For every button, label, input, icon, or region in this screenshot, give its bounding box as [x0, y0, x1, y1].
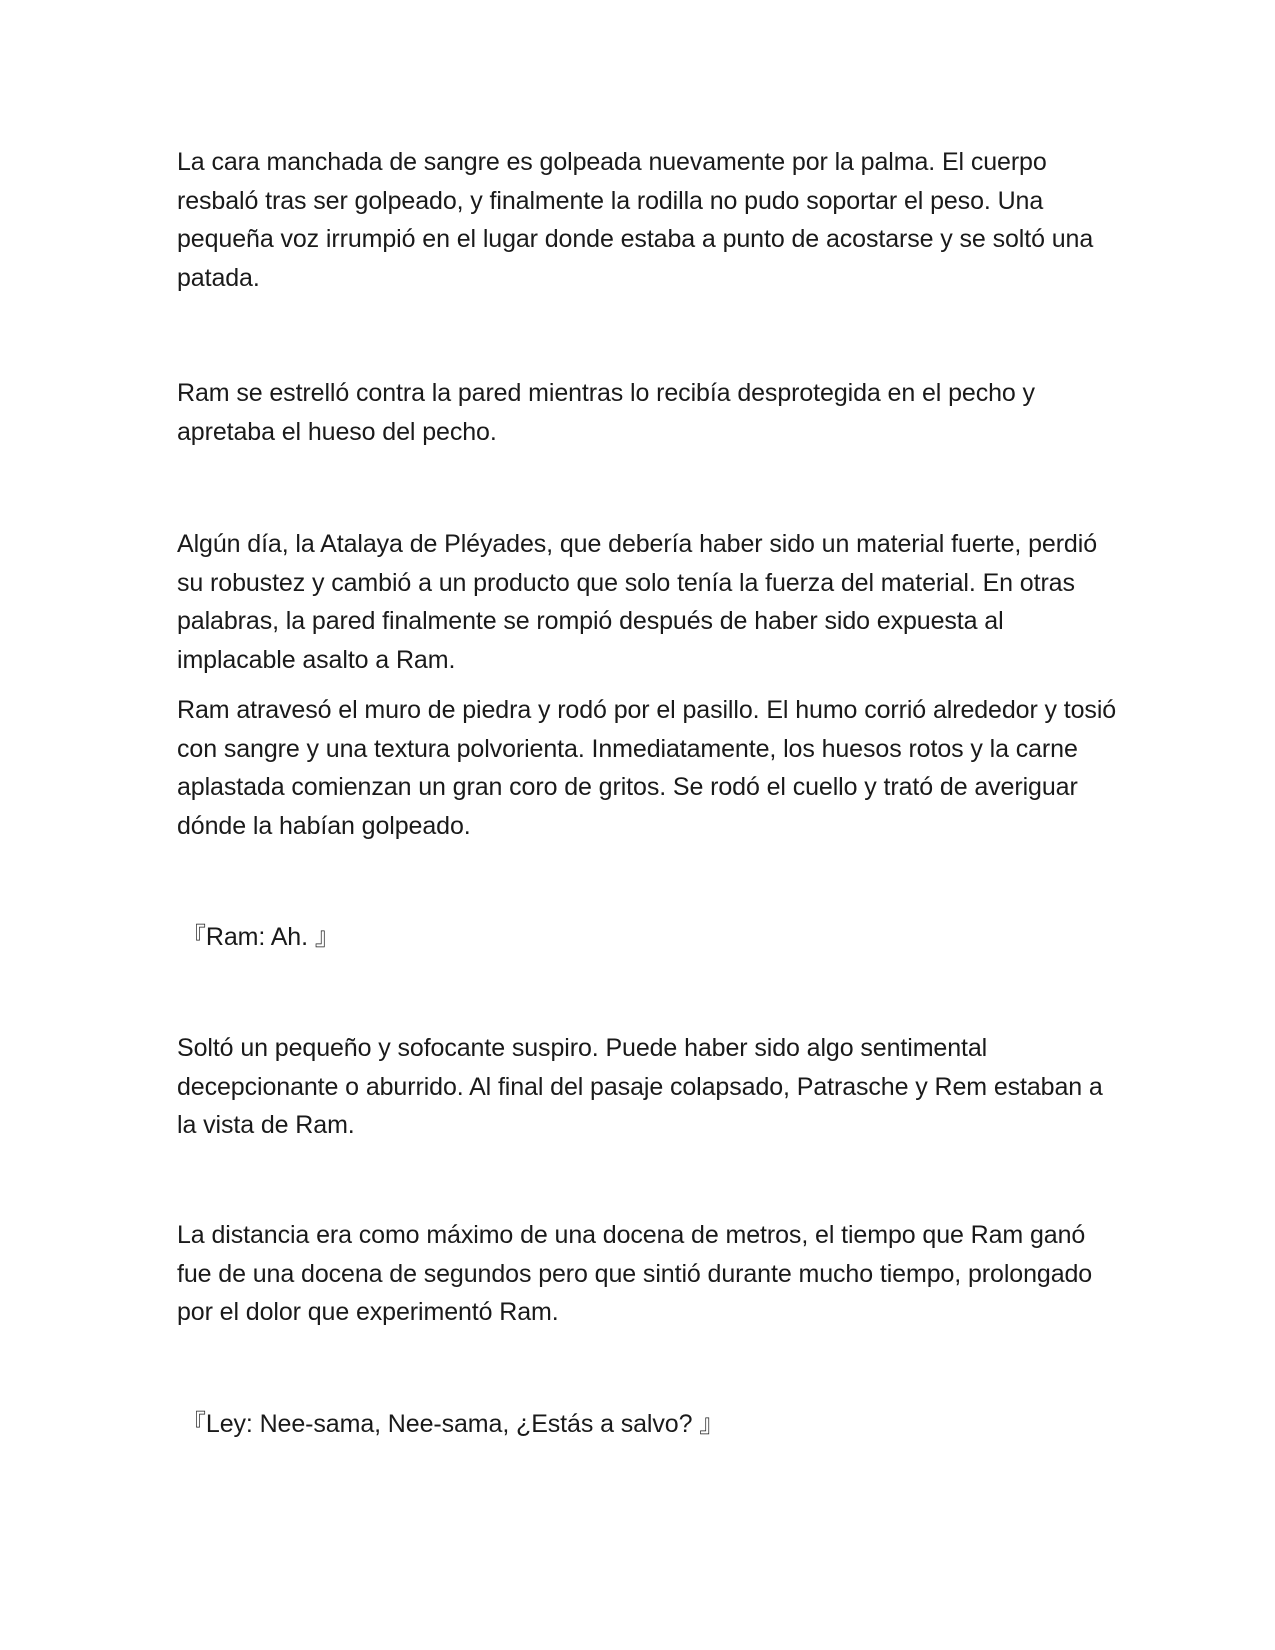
- dialogue-line-1: 『Ram: Ah. 』: [181, 923, 340, 951]
- paragraph-1: La cara manchada de sangre es golpeada nuevamente por la palma. El cuerpo resbaló tras ser golpeado, y finalmente la rodilla no pudo soportar el peso. Una pequeña voz irrumpió en el lugar donde estaba a punto de acostarse y se soltó una patada.: [177, 148, 1094, 292]
- paragraph-2: Ram se estrelló contra la pared mientras lo recibía desprotegida en el pecho y apretaba el hueso del pecho.: [177, 379, 1035, 446]
- paragraph-3: Algún día, la Atalaya de Pléyades, que debería haber sido un material fuerte, perdió su robustez y cambió a un producto que solo tenía la fuerza del material. En otras palabras, la pared finalmente se rompió después de haber sido expuesta al implacable asalto a Ram.: [177, 530, 1097, 674]
- paragraph-4: Ram atravesó el muro de piedra y rodó por el pasillo. El humo corrió alrededor y tosió con sangre y una textura polvorienta. Inmediatamente, los huesos rotos y la carne aplastada comienzan un gran coro de gritos. Se rodó el cuello y trató de averiguar dónde la habían golpeado.: [177, 696, 1117, 840]
- paragraph-6: La distancia era como máximo de una docena de metros, el tiempo que Ram ganó fue de una docena de segundos pero que sintió durante mucho tiempo, prolongado por el dolor que experimentó Ram.: [177, 1221, 1093, 1326]
- paragraph-5: Soltó un pequeño y sofocante suspiro. Puede haber sido algo sentimental decepcionante o aburrido. Al final del pasaje colapsado, Patrasche y Rem estaban a la vista de Ram.: [177, 1034, 1103, 1139]
- dialogue-line-2: 『Ley: Nee-sama, Nee-sama, ¿Estás a salvo? 』: [181, 1410, 725, 1438]
